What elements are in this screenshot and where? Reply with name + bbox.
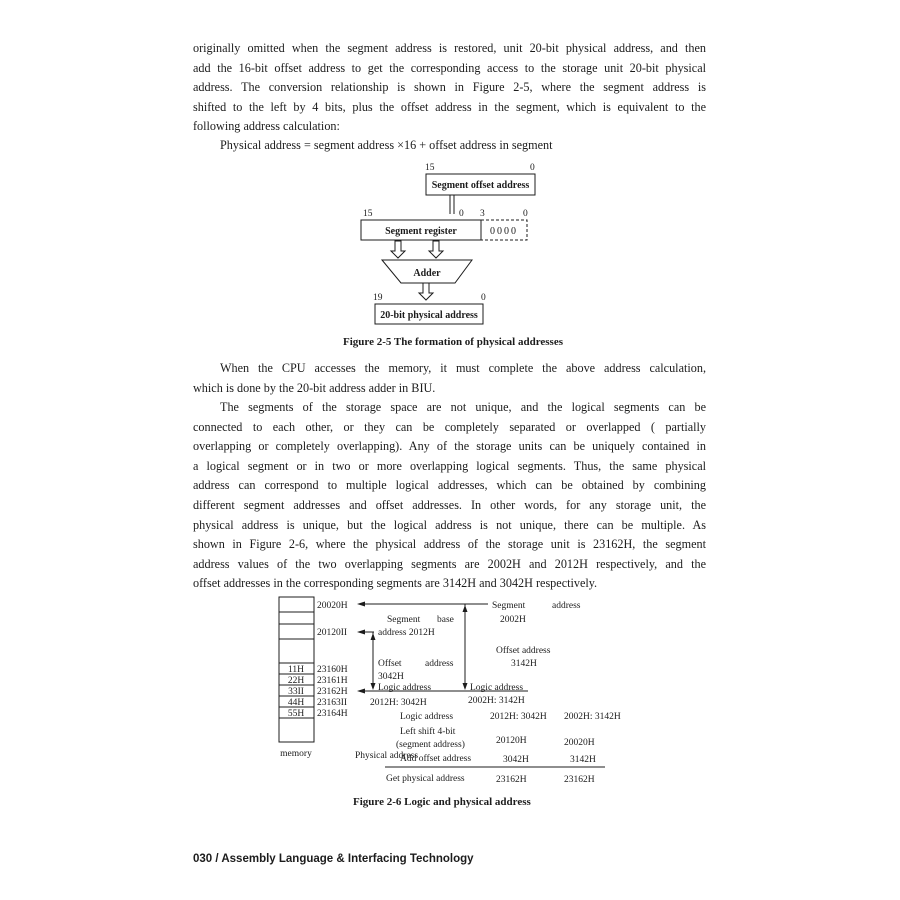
text-line: shown in Figure 2-6, where the physical address of the storage unit is 23162H, the segment <box>193 537 706 552</box>
row-shift-value-1: 20120H <box>496 736 527 746</box>
offset-3142: 3142H <box>511 659 537 669</box>
shift-bit-lo: 0 <box>523 209 528 219</box>
row-shift-label-2: (segment address) <box>396 740 465 750</box>
row-logic-value-2: 2002H: 3142H <box>564 712 621 722</box>
offset-address-label: Offset address <box>496 646 551 656</box>
logic-address-left: Logic address <box>378 683 432 693</box>
figure-2-5-diagram <box>355 158 545 328</box>
memory-cell <box>279 612 314 624</box>
memory-label: memory <box>280 749 312 759</box>
text-line: offset addresses in the corresponding segments are 3142H and 3042H respectively. <box>193 576 598 591</box>
page-footer: 030 / Assembly Language & Interfacing Technology <box>193 853 474 865</box>
offset-bit-lo: 0 <box>530 163 535 173</box>
segment-base-word1: Segment <box>387 615 421 625</box>
segment-base-word3: address 2012H <box>378 628 435 638</box>
arrow-up-icon <box>463 605 468 612</box>
arrow-left-icon <box>357 689 365 694</box>
text-line: address. The conversion relationship is shown in Figure 2-5, where the segment address is <box>193 80 706 95</box>
paragraph-1 <box>193 39 706 137</box>
text-line: The segments of the storage space are not unique, and the logical segments can be <box>220 400 706 414</box>
address-20120: 20120II <box>317 628 348 638</box>
offset-box-label: Segment offset address <box>431 180 530 191</box>
row-add-value-2: 3142H <box>570 755 596 765</box>
row-get-label: Get physical address <box>386 774 465 784</box>
segment-register-label: Segment register <box>385 226 457 237</box>
text-line: address values of the two overlapping segments are 2002H and 2012H respectively, and the <box>193 556 706 571</box>
phys-bit-lo: 0 <box>481 293 486 303</box>
arrow-down-icon <box>371 683 376 690</box>
arrow-down-icon <box>419 283 433 300</box>
arrow-left-icon <box>357 630 365 635</box>
memory-cell <box>279 624 314 639</box>
memory-cell-value: 33II <box>288 687 304 697</box>
segreg-bit-hi: 15 <box>363 209 373 219</box>
text-line: which is done by the 20-bit address adder in BIU. <box>193 380 436 395</box>
arrow-left-icon <box>357 602 365 607</box>
offset-3042: 3042H <box>378 672 404 682</box>
segreg-bit-lo: 0 <box>459 209 464 219</box>
row-get-value-1: 23162H <box>496 775 527 785</box>
phys-bit-hi: 19 <box>373 293 383 303</box>
address-23160: 23160H <box>317 665 348 675</box>
segment-2002: 2002H <box>500 615 526 625</box>
text-line: shifted to the left by 4 bits, plus the offset address in the segment, which is equivalent to the <box>193 99 706 114</box>
address-formula: Physical address = segment address ×16 + offset address in segment <box>220 138 553 152</box>
address-23162: 23162H <box>317 687 348 697</box>
memory-cell-value: 11H <box>287 665 305 675</box>
offset-word1: Offset <box>378 659 402 669</box>
logic-address-right: Logic address <box>470 683 524 693</box>
arrow-down-icon <box>429 241 443 258</box>
address-23164: 23164H <box>317 709 348 719</box>
physical-address-label: 20-bit physical address <box>380 310 478 321</box>
memory-cell-value: 22H <box>287 676 305 686</box>
text-line: different segment addresses and offset addresses. In other words, for any storage unit, the <box>193 497 706 512</box>
memory-cell-value: 55H <box>287 709 305 719</box>
segment-base-word2: base <box>437 615 454 625</box>
shift-bit-hi: 3 <box>480 209 485 219</box>
text-line: connected to each other, or they can be completely separated or overlapped ( partially <box>193 419 706 434</box>
text-line: physical address is unique, but the logical address is not unique, there can be multiple. As <box>193 517 706 532</box>
address-23161: 23161H <box>317 676 348 686</box>
arrow-up-icon <box>371 633 376 640</box>
figure-2-6-diagram <box>270 592 640 792</box>
row-add-label: Add offset address <box>400 754 472 764</box>
address-20020: 20020H <box>317 601 348 611</box>
logic-value-left: 2012H: 3042H <box>370 698 427 708</box>
segment-address-word2: address <box>552 601 581 611</box>
text-line: When the CPU accesses the memory, it must complete the above address calculation, <box>220 361 706 375</box>
row-logic-label: Logic address <box>400 712 454 722</box>
text-line: add the 16-bit offset address to get the corresponding access to the storage unit 20-bit physical <box>193 60 706 75</box>
figure-2-6-caption: Figure 2-6 Logic and physical address <box>353 796 531 808</box>
text-line: address can correspond to multiple logical addresses, which can be obtained by combining <box>193 478 706 493</box>
arrow-down-icon <box>391 241 405 258</box>
text-line: originally omitted when the segment address is restored, unit 20-bit physical address, and then <box>193 41 706 55</box>
row-logic-value-1: 2012H: 3042H <box>490 712 547 722</box>
row-get-value-2: 23162H <box>564 775 595 785</box>
paragraph-2 <box>193 359 706 398</box>
row-shift-value-2: 20020H <box>564 738 595 748</box>
physical-address-label: Physical address <box>355 751 419 761</box>
offset-bit-hi: 15 <box>425 163 435 173</box>
memory-cell-value: 44H <box>287 698 305 708</box>
logic-value-right: 2002H: 3142H <box>468 696 525 706</box>
shift-zeros: 0000 <box>490 226 518 237</box>
adder-label: Adder <box>413 268 441 279</box>
offset-word2: address <box>425 659 454 669</box>
memory-cell <box>279 718 314 742</box>
text-line: following address calculation: <box>193 119 340 134</box>
figure-2-5-caption: Figure 2-5 The formation of physical addresses <box>343 336 564 348</box>
segment-address-word1: Segment <box>492 601 526 611</box>
row-add-value-1: 3042H <box>503 755 529 765</box>
text-line: overlapping or completely overlapping). Any of the storage units can be uniquely contained in <box>193 439 706 454</box>
paragraph-3 <box>193 398 706 594</box>
arrow-down-icon <box>463 683 468 690</box>
text-line: a logical segment or in two or more overlapping logical segments. Thus, the same physical <box>193 458 706 473</box>
address-23163: 23163II <box>317 698 348 708</box>
memory-cell <box>279 639 314 663</box>
memory-cell <box>279 597 314 612</box>
row-shift-label: Left shift 4-bit <box>400 727 456 737</box>
